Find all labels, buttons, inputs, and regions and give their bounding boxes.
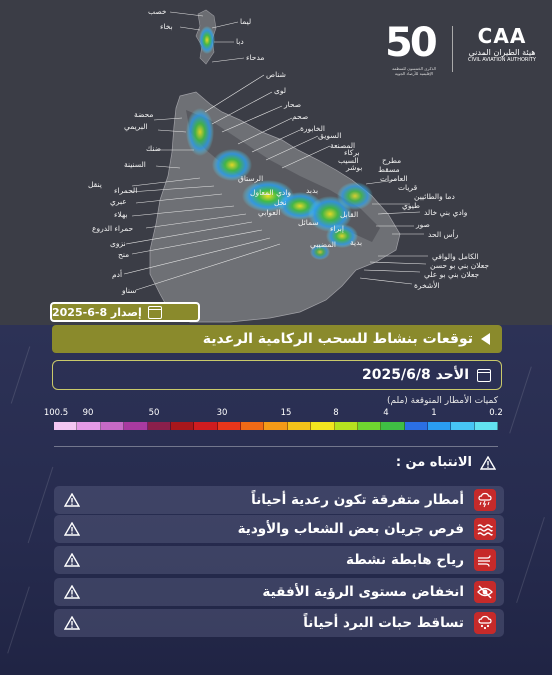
warning-icon [480,456,496,470]
place-ibra: إبراء [330,224,344,233]
warning-icon [64,522,80,536]
legend-color-swatch [241,422,264,430]
place-mudhaibi: المضيبي [310,240,336,249]
place-awabi: العوابي [258,208,281,217]
place-bukha: بخاء [160,22,173,31]
warning-text: انخفاض مستوى الرؤية الأفقية [262,584,464,600]
place-amerat: العامرات [380,174,408,183]
place-sur: صور [416,220,430,229]
place-samail: سمائل [298,218,319,227]
warning-text: فرص جريان بعض الشعاب والأودية [237,521,464,537]
warning-text: أمطار متفرقة تكون رعدية أحياناً [251,492,464,508]
place-dima: دما والطائيين [414,192,455,201]
place-wadi-bani-khalid: وادي بني خالد [424,208,468,217]
warning-content [303,612,496,634]
place-ras-alhad: رأس الحد [428,230,459,239]
legend-color-swatch [405,422,428,430]
place-hamra: الحمراء [114,186,138,195]
warning-row [54,546,504,574]
place-khaburah: الخابورة [300,124,326,133]
low-visibility-icon [474,581,496,603]
rain-streak [7,587,30,654]
place-suwaiq: السويق [318,131,342,140]
legend-color-swatch [218,422,241,430]
place-kamil: الكامل والوافي [432,252,479,261]
place-liwa: لوى [274,86,287,95]
legend-color-swatch [77,422,100,430]
place-nizwa: نزوى [110,239,126,248]
section-divider [54,446,498,447]
warning-icon [64,493,80,507]
place-qabil: القابل [340,210,359,219]
legend-color-swatch [54,422,77,430]
caa-logo: CAA هيئة الطيران المدني CIVIL AVIATION AUTHORITY [468,24,536,63]
warning-content [262,581,496,603]
legend-color-swatch [335,422,358,430]
place-ibri: عبري [110,197,127,206]
place-saham: صحم [292,112,309,121]
legend-tick: 0.2 [489,408,503,418]
place-hamra-duru: حمراء الدروع [92,224,134,233]
warning-row [54,515,504,543]
legend-tick: 30 [216,408,228,418]
attention-label: الانتباه من : [395,455,472,470]
legend-title: كميات الأمطار المتوقعة (ملم) [386,396,498,406]
place-bawshar: بوشر [346,163,363,172]
place-mahdah: محضة [134,110,154,119]
warning-content [251,489,496,511]
calendar-icon [148,306,162,319]
hail-icon [474,612,496,634]
legend-tick: 8 [333,408,339,418]
forecast-date-box [52,360,502,390]
place-manah: منح [118,250,130,259]
legend-tick: 100.5 [43,408,69,418]
place-muttrah: مطرح [382,156,402,165]
place-khasab: خصب [148,7,167,16]
legend-color-swatch [358,422,381,430]
place-bidbid: بدبد [306,186,319,195]
place-lima: ليما [240,17,252,26]
legend-color-swatch [124,422,147,430]
place-nakhal: نخل [274,198,287,207]
place-madha: مدحاء [246,53,265,62]
calendar-icon [477,369,491,382]
place-jalan-bani-hassan: جعلان بني بو حسن [430,261,489,270]
warning-row [54,578,504,606]
place-jalan-bani-ali: جعلان بني بو علي [424,270,480,279]
place-tiwi: طيوي [402,201,420,210]
issue-date-label: إصدار 8-6-2025 [52,305,142,319]
legend-color-swatch [428,422,451,430]
warning-icon [64,585,80,599]
issue-date-badge [50,302,200,322]
place-wadi-maawil: وادي المعاول [250,188,291,197]
forecast-title-bar [52,325,502,353]
place-shinas: شناص [266,70,286,79]
place-dhank: ضنك [146,144,161,153]
logo-divider [452,26,453,72]
place-daba: دبا [236,37,244,46]
place-ashkharah: الأشخرة [414,281,440,290]
warning-icon [64,553,80,567]
place-adam: أدم [112,270,123,279]
place-sohar: صحار [284,100,302,109]
legend-tick: 15 [280,408,292,418]
water-waves-icon [474,518,496,540]
wind-icon [474,549,496,571]
place-qurayyat: قريات [398,183,418,192]
forecast-map [0,0,552,325]
legend-color-swatch [101,422,124,430]
anniversary-logo: 50 الذكرى الخمسون للمنظمة الإقليمية للأرصاد الجوية [385,20,436,76]
legend-color-swatch [311,422,334,430]
place-barka: بركاء [344,148,360,157]
place-bidiyah: بدية [350,238,363,247]
legend-tick: 4 [383,408,389,418]
legend-ticks [43,408,503,420]
rainfall-color-scale [54,422,498,430]
warning-row [54,486,504,514]
legend-color-swatch [148,422,171,430]
legend-color-swatch [475,422,498,430]
place-buraimi: البريمي [124,122,148,131]
place-musanaah: المصنعة [330,141,356,150]
legend-tick: 50 [148,408,160,418]
rain-streak [28,467,54,543]
legend-color-swatch [194,422,217,430]
legend-color-swatch [381,422,404,430]
place-bahla: بهلاء [114,210,128,219]
legend-color-swatch [264,422,287,430]
legend-color-swatch [288,422,311,430]
place-seeb: السيب [338,156,359,165]
legend-tick: 90 [82,408,94,418]
place-sinaw: سناو [122,286,137,295]
attention-heading [396,455,496,470]
rain-streak [516,517,545,603]
warning-content [238,518,496,540]
legend-tick: 1 [431,408,437,418]
warning-icon [64,616,80,630]
warning-text: تساقط حبات البرد أحياناً [303,615,464,631]
rain-streak [509,367,532,434]
warning-text: رياح هابطة نشطة [345,552,464,568]
forecast-title: توقعات بنشاط للسحب الركامية الرعدية [202,331,473,347]
thunderstorm-rain-icon [474,489,496,511]
legend-color-swatch [451,422,474,430]
place-muscat: مسقط [378,165,400,174]
place-yanqul: ينقل [88,180,102,189]
legend-color-swatch [171,422,194,430]
rain-streak [11,346,30,403]
play-left-icon [481,333,490,345]
warning-content [346,549,496,571]
forecast-date: الأحد 2025/6/8 [362,367,469,383]
warning-row [54,609,504,637]
place-rustaq: الرستاق [238,174,264,183]
place-sunaynah: السنينة [124,160,146,169]
